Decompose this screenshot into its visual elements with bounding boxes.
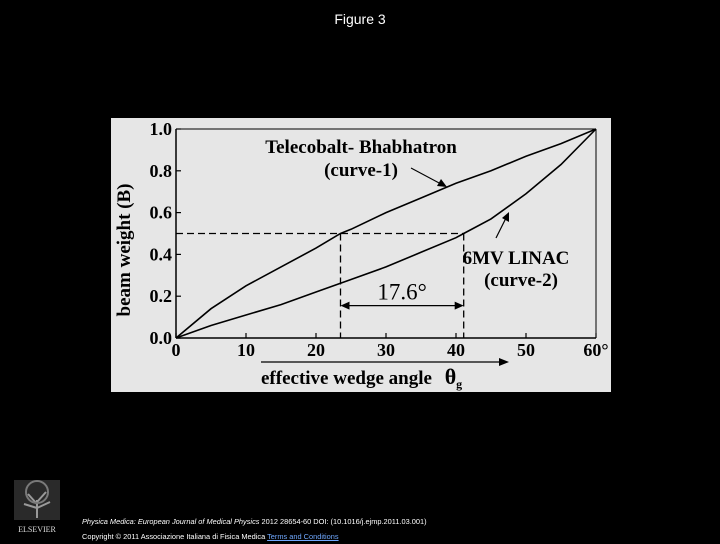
citation-line: [82, 514, 427, 529]
x-axis-label: [261, 364, 462, 391]
y-tick-label: 0.4: [149, 244, 172, 265]
chart-marks: [176, 129, 596, 338]
y-tick-label: 0.0: [149, 328, 172, 348]
difference-arrowhead-left: [341, 302, 350, 310]
x-axis-subscript: g: [456, 377, 463, 391]
y-tick-label: 1.0: [149, 119, 172, 139]
terms-link[interactable]: Terms and Conditions: [267, 532, 339, 541]
x-tick-label: 0: [171, 340, 181, 360]
chart: [111, 118, 611, 392]
x-axis-label-text: effective wedge angle: [261, 368, 432, 389]
x-tick-label: 50: [517, 340, 535, 360]
difference-arrowhead-right: [455, 302, 464, 310]
journal-name: Physica Medica: European Journal of Medical Physics: [82, 517, 260, 526]
annotation-curve-1-subtitle: (curve-1): [324, 160, 398, 181]
elsevier-logo: [6, 478, 68, 536]
annotation-curve-1-title: Telecobalt- Bhabhatron: [265, 137, 457, 158]
x-tick-label: 30: [377, 340, 395, 360]
copyright-line: [82, 529, 427, 544]
y-tick-label: 0.2: [149, 286, 172, 307]
copyright-text: Copyright © 2011 Associazione Italiana di Fisica Medica: [82, 532, 268, 541]
y-axis-label: beam weight (B): [114, 183, 135, 317]
chart-panel: [111, 118, 611, 392]
x-tick-label: 20: [307, 340, 325, 360]
y-tick-label: 0.6: [149, 202, 172, 223]
annotation-curve-2-pointer: [496, 218, 506, 238]
y-tick-label: 0.8: [149, 160, 172, 181]
annotation-curve-2-subtitle: (curve-2): [484, 270, 558, 291]
annotation-curve-1-pointer: [411, 168, 441, 184]
annotation-curve-2-arrowhead: [502, 212, 509, 222]
x-label-arrowhead: [499, 358, 509, 366]
x-axis-symbol: θ: [444, 364, 457, 389]
citation-details: 2012 28654-60 DOI: (10.1016/j.ejmp.2011.03.001): [259, 517, 427, 526]
logo-text: ELSEVIER: [18, 525, 56, 534]
x-tick-label: 40: [447, 340, 465, 360]
difference-label: 17.6°: [377, 279, 427, 305]
x-tick-label: 60°: [583, 340, 609, 360]
annotation-curve-2-title: 6MV LINAC: [462, 248, 570, 269]
figure-title: Figure 3: [334, 11, 386, 27]
x-tick-label: 10: [237, 340, 255, 360]
